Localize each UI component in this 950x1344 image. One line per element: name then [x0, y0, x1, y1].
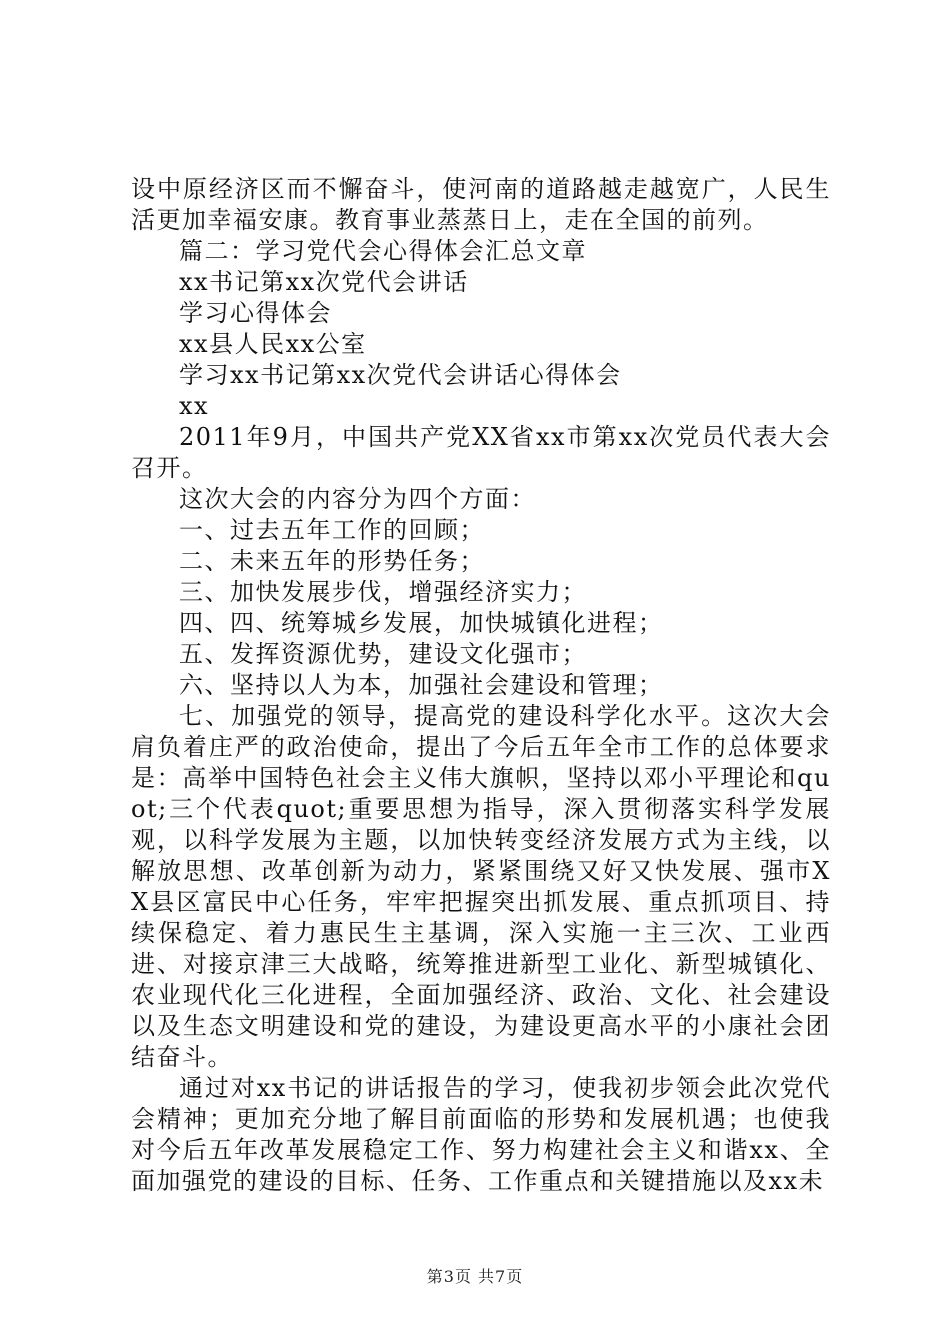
article-title: 篇二：学习党代会心得体会汇总文章 [179, 237, 587, 265]
paragraph: 2011年9月，中国共产党XX省xx市第xx次党员代表大会召开。 [131, 423, 831, 482]
paragraph: 这次大会的内容分为四个方面： [179, 485, 536, 513]
list-item: 五、发挥资源优势，建设文化强市； [179, 640, 587, 668]
list-item: 六、坚持以人为本，加强社会建设和管理； [179, 671, 664, 699]
list-item: 三、加快发展步伐，增强经济实力； [179, 578, 587, 606]
paragraph: xx县人民xx公室 [179, 330, 367, 358]
list-item: 二、未来五年的形势任务； [179, 547, 485, 575]
paragraph: xx书记第xx次党代会讲话 [179, 268, 469, 296]
paragraph: 通过对xx书记的讲话报告的学习，使我初步领会此次党代会精神；更加充分地了解目前面临的形势和发展机遇；也使我对今后五年改革发展稳定工作、努力构建社会主义和谐xx、全面加强党的建设的目标、任务、工作重点和关键措施以及xx未 [131, 1074, 831, 1195]
page-footer: 第3页 共7页 [426, 1267, 524, 1286]
list-item: 一、过去五年工作的回顾； [179, 516, 485, 544]
paragraph: 学习xx书记第xx次党代会讲话心得体会 [179, 361, 622, 389]
paragraph: xx [179, 392, 210, 420]
paragraph: 学习心得体会 [179, 299, 332, 327]
list-item: 四、四、统筹城乡发展，加快城镇化进程； [179, 609, 664, 637]
list-item: 七、加强党的领导，提高党的建设科学化水平。这次大会肩负着庄严的政治使命，提出了今后五年全市工作的总体要求是：高举中国特色社会主义伟大旗帜，坚持以邓小平理论和quot;三个代表quot;重要思想为指导，深入贯彻落实科学发展观，以科学发展为主题，以加快转变经济发展方式为主线，以解放思想、改革创新为动力，紧紧围绕又好又快发展、强市XX县区富民中心任务，牢牢把握突出抓发展、重点抓项目、持续保稳定、着力惠民生主基调，深入实施一主三次、工业西进、对接京津三大战略，统筹推进新型工业化、新型城镇化、农业现代化三化进程，全面加强经济、政治、文化、社会建设以及生态文明建设和党的建设，为建设更高水平的小康社会团结奋斗。 [131, 702, 831, 1071]
paragraph: 设中原经济区而不懈奋斗，使河南的道路越走越宽广，人民生活更加幸福安康。教育事业蒸蒸日上，走在全国的前列。 [131, 175, 831, 234]
document-body [131, 174, 831, 1197]
